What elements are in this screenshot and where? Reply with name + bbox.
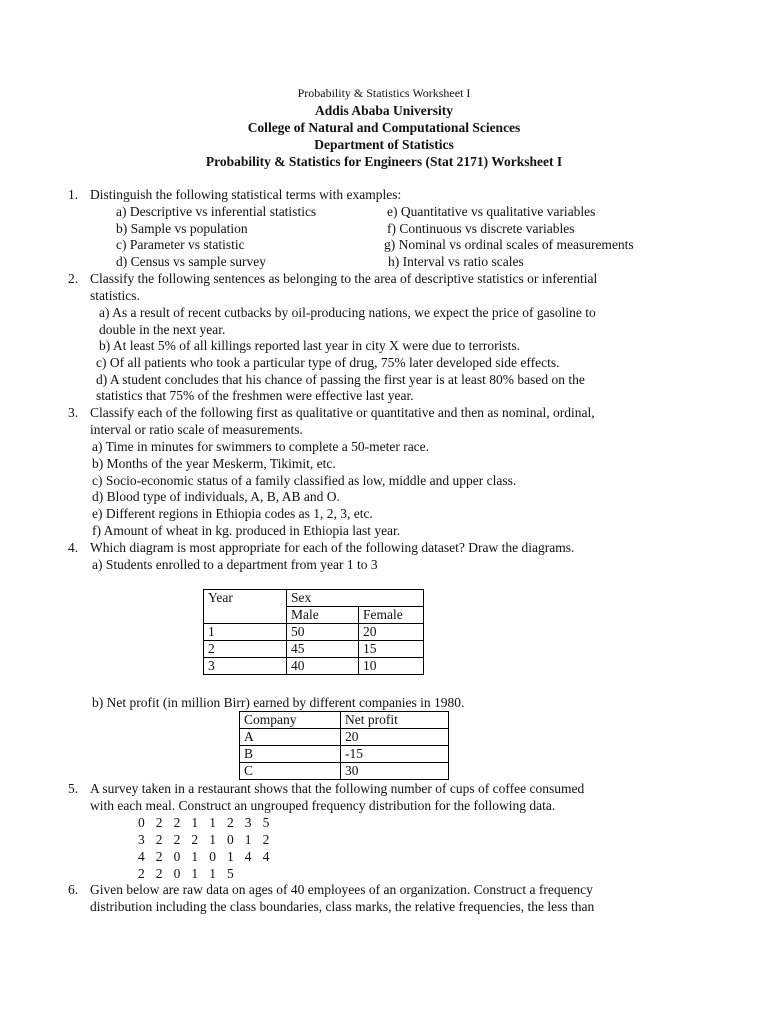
data-value: 2	[155, 849, 163, 864]
data-value: 2	[138, 866, 145, 881]
table-cell: C	[240, 763, 341, 780]
q1-item-d: d) Census vs sample survey	[116, 254, 266, 269]
q2-item-d-line2: statistics that 75% of the freshmen were effective last year.	[96, 388, 414, 403]
table-cell: 2	[204, 641, 287, 658]
data-value: 3	[244, 815, 252, 830]
q5-text-line1: A survey taken in a restaurant shows that the following number of cups of coffee consumed	[90, 781, 585, 796]
sex-header: Sex	[287, 590, 424, 607]
q2-item-a-line2: double in the next year.	[99, 322, 226, 337]
q1-item-b: b) Sample vs population	[116, 221, 248, 236]
q2-text-line2: statistics.	[90, 288, 140, 303]
q1-item-a: a) Descriptive vs inferential statistics	[116, 204, 317, 219]
q1-item-c: c) Parameter vs statistic	[116, 237, 245, 252]
table-cell: 40	[287, 658, 359, 675]
q2-item-d-line1: d) A student concludes that his chance of passing the first year is at least 80% based on the	[96, 372, 585, 387]
data-value: 0	[226, 832, 234, 847]
q6-text-line2: distribution including the class boundaries, class marks, the relative frequencies, the less than	[90, 899, 595, 914]
table-cell: 3	[204, 658, 287, 675]
q2-text-line1: Classify the following sentences as belonging to the area of descriptive statistics or inferential	[90, 271, 598, 286]
q1-text: Distinguish the following statistical terms with examples:	[90, 187, 402, 202]
q1-item-e: e) Quantitative vs qualitative variables	[387, 204, 596, 219]
data-value: 2	[155, 815, 163, 830]
coffee-data-row	[138, 832, 280, 849]
data-value: 1	[191, 866, 199, 881]
data-value: 0	[173, 849, 181, 864]
q3-item-e: e) Different regions in Ethiopia codes as 1, 2, 3, etc.	[92, 506, 373, 521]
table-row	[240, 746, 449, 763]
data-value: 0	[173, 866, 181, 881]
net-profit-header: Net profit	[341, 712, 449, 729]
q1-item-g: g) Nominal vs ordinal scales of measurements	[384, 237, 634, 252]
university-title: Addis Ababa University	[314, 103, 454, 118]
q1-number: 1.	[68, 187, 79, 202]
year-header: Year	[204, 590, 287, 607]
data-value: 1	[226, 849, 234, 864]
table-row	[204, 624, 424, 641]
data-value: 0	[209, 849, 216, 864]
data-value: 4	[138, 849, 145, 864]
q4-text: Which diagram is most appropriate for each of the following dataset? Draw the diagrams.	[90, 540, 575, 555]
q3-item-d: d) Blood type of individuals, A, B, AB and O.	[92, 489, 340, 504]
table-cell: 15	[359, 641, 424, 658]
data-value: 4	[244, 849, 252, 864]
female-header: Female	[359, 607, 424, 624]
coffee-data-row	[138, 866, 280, 883]
table-cell: 50	[287, 624, 359, 641]
table-cell: 1	[204, 624, 287, 641]
year-header-spacer	[204, 607, 287, 624]
q2-item-a-line1: a) As a result of recent cutbacks by oil-producing nations, we expect the price of gasoline to	[99, 305, 596, 320]
table-cell: 20	[341, 729, 449, 746]
table-cell: B	[240, 746, 341, 763]
table-cell: 10	[359, 658, 424, 675]
data-value: 5	[262, 815, 270, 830]
enrollment-table	[203, 589, 424, 675]
coffee-data-block	[138, 815, 280, 883]
q2-item-b: b) At least 5% of all killings reported last year in city X were due to terrorists.	[99, 338, 521, 353]
table-row	[240, 763, 449, 780]
table-row	[204, 658, 424, 675]
q5-text-line2: with each meal. Construct an ungrouped frequency distribution for the following data.	[90, 798, 556, 813]
table-row	[240, 729, 449, 746]
q1-item-h: h) Interval vs ratio scales	[388, 254, 524, 269]
department-title: Department of Statistics	[314, 137, 454, 152]
q5-number: 5.	[68, 781, 79, 796]
data-value: 4	[262, 849, 270, 864]
company-header: Company	[240, 712, 341, 729]
table-row	[204, 641, 424, 658]
q3-text-line2: interval or ratio scale of measurements.	[90, 422, 303, 437]
table-cell: 20	[359, 624, 424, 641]
data-value: 2	[191, 832, 199, 847]
data-value: 1	[191, 849, 199, 864]
q6-number: 6.	[68, 882, 79, 897]
q3-item-b: b) Months of the year Meskerm, Tikimit, etc.	[92, 456, 336, 471]
data-value: 1	[209, 832, 216, 847]
q3-item-f: f) Amount of wheat in kg. produced in Ethiopia last year.	[92, 523, 401, 538]
data-value: 1	[209, 815, 216, 830]
q3-number: 3.	[68, 405, 79, 420]
q4-item-b: b) Net profit (in million Birr) earned by different companies in 1980.	[92, 695, 465, 710]
data-value: 5	[226, 866, 234, 881]
data-value: 2	[262, 832, 270, 847]
data-value: 2	[155, 832, 163, 847]
data-value: 1	[244, 832, 252, 847]
q3-text-line1: Classify each of the following first as qualitative or quantitative and then as nominal, ordinal,	[90, 405, 595, 420]
q2-number: 2.	[68, 271, 79, 286]
data-value: 1	[209, 866, 216, 881]
q1-item-f: f) Continuous vs discrete variables	[387, 221, 575, 236]
q2-item-c: c) Of all patients who took a particular type of drug, 75% later developed side effects.	[96, 355, 560, 370]
table-cell: 30	[341, 763, 449, 780]
q6-text-line1: Given below are raw data on ages of 40 employees of an organization. Construct a frequency	[90, 882, 593, 897]
data-value: 2	[173, 832, 181, 847]
coffee-data-row	[138, 849, 280, 866]
male-header: Male	[287, 607, 359, 624]
net-profit-table	[239, 711, 449, 780]
q4-number: 4.	[68, 540, 79, 555]
data-value: 2	[173, 815, 181, 830]
data-value: 2	[155, 866, 163, 881]
coffee-data-row	[138, 815, 280, 832]
small-title: Probability & Statistics Worksheet I	[297, 86, 471, 100]
data-value: 1	[191, 815, 199, 830]
q4-item-a: a) Students enrolled to a department from year 1 to 3	[92, 557, 378, 572]
table-cell: -15	[341, 746, 449, 763]
q3-item-c: c) Socio-economic status of a family classified as low, middle and upper class.	[92, 473, 517, 488]
table-cell: A	[240, 729, 341, 746]
course-title: Probability & Statistics for Engineers (Stat 2171) Worksheet I	[205, 154, 563, 169]
table-cell: 45	[287, 641, 359, 658]
college-title: College of Natural and Computational Sciences	[247, 120, 521, 135]
data-value: 3	[138, 832, 145, 847]
data-value: 0	[138, 815, 145, 830]
data-value: 2	[226, 815, 234, 830]
q3-item-a: a) Time in minutes for swimmers to complete a 50-meter race.	[92, 439, 430, 454]
